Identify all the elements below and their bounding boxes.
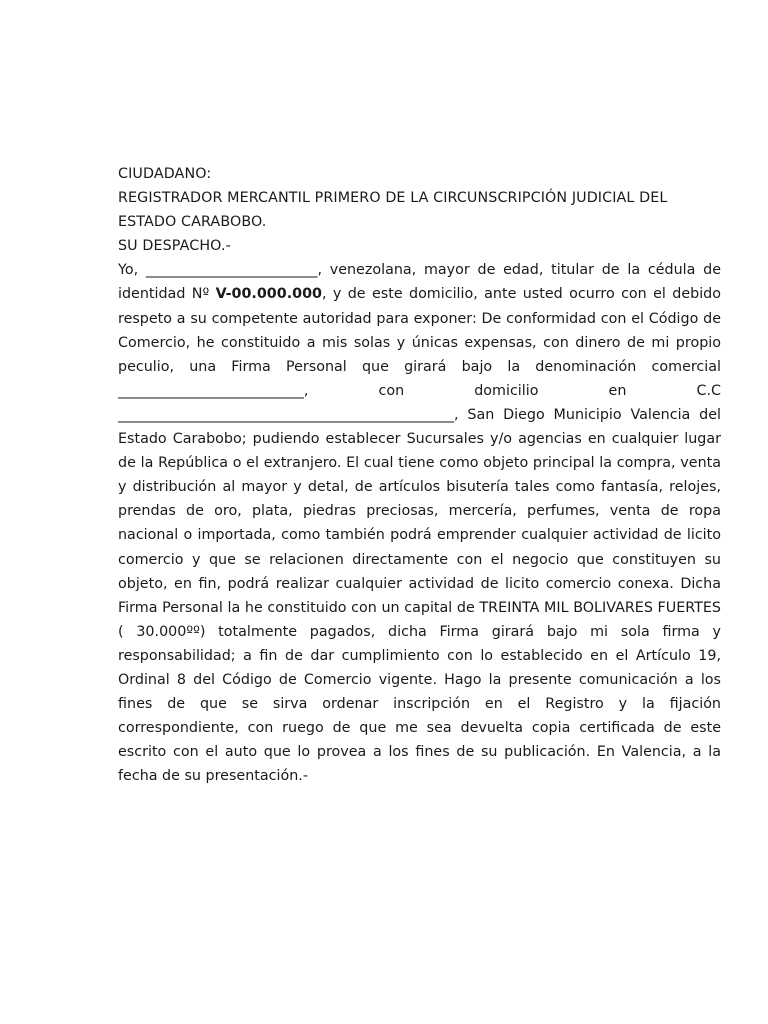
letter-body xyxy=(118,258,721,788)
document-page xyxy=(118,162,721,788)
addressee-line: REGISTRADOR MERCANTIL PRIMERO DE LA CIRCUNSCRIPCIÓN JUDICIAL DEL ESTADO CARABOBO. xyxy=(118,190,668,231)
body-text-intro: Yo, ________________________, venezolana, mayor de edad, titular de la cédula de identidad Nº xyxy=(118,262,721,303)
office-line: SU DESPACHO.- xyxy=(118,238,231,255)
body-text-main: , y de este domicilio, ante usted ocurro con el debido respeto a su competente autoridad para exponer: De conformidad con el Código de Comercio, he constituido a mis solas y únicas expensas, con dinero de mi propio peculio, una Firma Personal que girará bajo la denominación comercial __________________________, con domicilio en C.C _______________________________________________, San Diego Municipio Valencia del Estado Carabobo; pudiendo establecer Sucursales y/o agencias en cualquier lugar de la República o el extranjero. El cual tiene como objeto principal la compra, venta y distribución al mayor y detal, de artículos bisutería tales como fantasía, relojes, prendas de oro, plata, piedras preciosas, mercería, perfumes, venta de ropa nacional o importada, como también podrá emprender cualquier actividad de licito comercio y que se relacionen directamente con el negocio que constituyen su objeto, en fin, podrá realizar cualquier actividad de licito comercio conexa. Dicha Firma Personal la he constituido con un capital de TREINTA MIL BOLIVARES FUERTES ( 30.000ºº) totalmente pagados, dicha Firma girará bajo mi sola firma y responsabilidad; a fin de dar cumplimiento con lo establecido en el Artículo 19, Ordinal 8 del Código de Comercio vigente. Hago la presente comunicación a los fines de que se sirva ordenar inscripción en el Registro y la fijación correspondiente, con ruego de que me sea devuelta copia certificada de este escrito con el auto que lo provea a los fines de su publicación. En Valencia, a la fecha de su presentación.- xyxy=(118,286,721,785)
salutation-line: CIUDADANO: xyxy=(118,166,212,182)
cedula-number: V-00.000.000 xyxy=(215,286,322,303)
